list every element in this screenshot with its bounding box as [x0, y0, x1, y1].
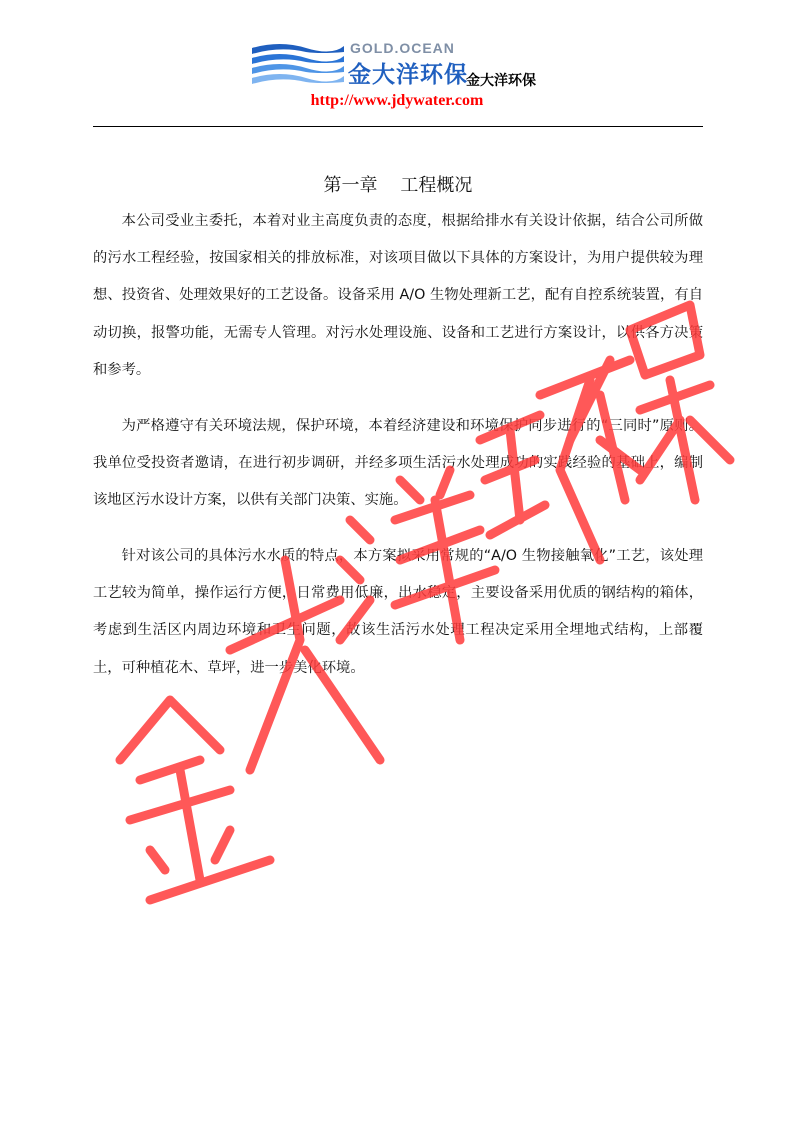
header-divider: [93, 126, 703, 127]
wave-logo-icon: [250, 40, 346, 86]
paragraph-3: 针对该公司的具体污水水质的特点，本方案拟采用常规的“A/O 生物接触氧化”工艺，该处理工艺较为简单，操作运行方便，日常费用低廉，出水稳定，主要设备采用优质的钢结构的箱体，考虑到生活区内周边环境和卫生问题，故该生活污水处理工程决定采用全埋地式结构，上部覆土，可种植花木、草坪，进一步美化环境。: [93, 548, 703, 676]
chapter-title: 第一章 工程概况: [323, 175, 473, 196]
company-logo: [250, 40, 468, 88]
page-header: [0, 0, 794, 130]
company-name: 金大洋环保: [466, 73, 536, 89]
website-url: http://www.jdywater.com: [310, 92, 484, 109]
logo-english-text: GOLD.OCEAN: [350, 40, 455, 56]
logo-chinese-text: 金大洋环保: [348, 62, 468, 88]
paragraph-1: 本公司受业主委托，本着对业主高度负责的态度，根据给排水有关设计依据，结合公司所做的污水工程经验，按国家相关的排放标准，对该项目做以下具体的方案设计，为用户提供较为理想、投资省、处理效果好的工艺设备。设备采用 A/O 生物处理新工艺，配有自控系统装置，有自动切换，报警功能，无需专人管理。对污水处理设施、设备和工艺进行方案设计，以供各方决策和参考。: [93, 213, 703, 378]
paragraph-2: 为严格遵守有关环境法规，保护环境，本着经济建设和环境保护同步进行的“三同时”原则。我单位受投资者邀请，在进行初步调研，并经多项生活污水处理成功的实践经验的基础上，编制该地区污水设计方案，以供有关部门决策、实施。: [93, 418, 703, 509]
